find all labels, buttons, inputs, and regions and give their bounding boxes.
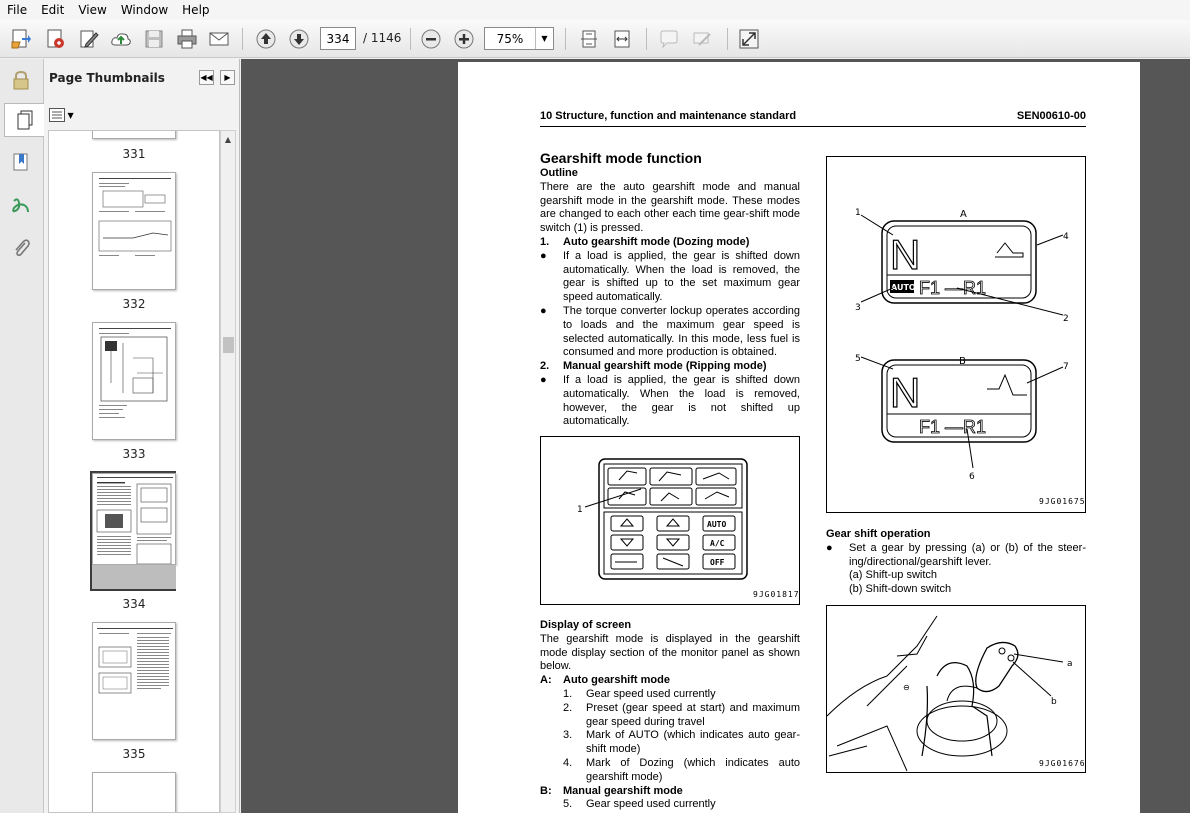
ac-key-label: A/C bbox=[710, 539, 725, 548]
bullet-item: ● Set a gear by pressing (a) or (b) of the steer-ing/directional/gearshift lever. bbox=[826, 541, 1086, 568]
thumbnail-label: 333 bbox=[122, 447, 146, 461]
create-pdf-icon bbox=[44, 28, 66, 50]
paperclip-icon bbox=[10, 237, 32, 259]
upload-button[interactable] bbox=[108, 26, 134, 52]
bullet-icon: ● bbox=[540, 249, 547, 262]
menu-help[interactable]: Help bbox=[182, 3, 210, 17]
switch-panel-figure bbox=[540, 436, 800, 605]
thumbnail-page[interactable] bbox=[92, 322, 176, 440]
zoom-select[interactable] bbox=[484, 27, 554, 50]
bullet-icon: ● bbox=[540, 304, 547, 317]
screen-a-label: A bbox=[960, 209, 967, 220]
menu-bar bbox=[0, 0, 1190, 20]
thumbnails-panel bbox=[44, 59, 240, 813]
fit-page-icon bbox=[578, 28, 600, 50]
thumbnail-label: 334 bbox=[122, 597, 146, 611]
signatures-tab[interactable] bbox=[5, 189, 37, 223]
list-item-1: 1. Auto gearshift mode (Dozing mode) bbox=[540, 235, 750, 248]
mode-b-heading: B: Manual gearshift mode bbox=[540, 784, 683, 797]
bullet-item: ● The torque converter lockup operates according to loads and the maximum gear speed is selected automatically. In this mode, less fuel is consumed and more production is obtained. bbox=[540, 304, 800, 359]
mode-a-heading: A: Auto gearshift mode bbox=[540, 674, 670, 687]
zoom-input[interactable] bbox=[485, 28, 535, 49]
mode-a-list bbox=[540, 688, 800, 785]
toolbar-separator bbox=[727, 28, 728, 50]
expand-icon bbox=[738, 28, 760, 50]
panel-title: Page Thumbnails bbox=[49, 71, 165, 85]
bookmarks-tab[interactable] bbox=[5, 145, 37, 179]
arrow-up-circle-icon bbox=[255, 28, 277, 50]
plus-circle-icon bbox=[453, 28, 475, 50]
thumbnail-label: 335 bbox=[122, 747, 146, 761]
figure-code: 9JG01676 bbox=[1039, 759, 1086, 768]
figure-callout: 2 bbox=[1063, 314, 1069, 324]
signature-icon bbox=[10, 195, 32, 217]
mode-b-list bbox=[540, 798, 800, 812]
email-button[interactable] bbox=[206, 26, 232, 52]
envelope-icon bbox=[208, 28, 230, 50]
outline-text: There are the auto gearshift mode and manual gearshift mode in the gearshift mode. These modes are changed to each other each time gear-shift mode switch (1) is pressed. bbox=[540, 180, 800, 235]
save-button[interactable] bbox=[141, 26, 167, 52]
menu-file[interactable]: File bbox=[7, 3, 28, 17]
thumbnail-page-current[interactable] bbox=[92, 473, 176, 565]
auto-mark: AUTO bbox=[891, 283, 916, 292]
left-column bbox=[540, 150, 800, 429]
open-file-icon bbox=[10, 28, 32, 50]
figure-callout: 3 bbox=[855, 303, 861, 313]
bullet-icon: ● bbox=[826, 541, 833, 554]
figure-callout: 7 bbox=[1063, 362, 1069, 372]
thumbnail-page[interactable] bbox=[92, 172, 176, 290]
full-screen-button[interactable] bbox=[736, 26, 762, 52]
toolbar-separator bbox=[646, 28, 647, 50]
open-button[interactable] bbox=[8, 26, 34, 52]
lock-button[interactable] bbox=[5, 63, 37, 97]
right-column bbox=[826, 528, 1086, 597]
minus-circle-icon bbox=[420, 28, 442, 50]
thumbnail-scrollbar[interactable] bbox=[220, 130, 236, 813]
printer-icon bbox=[176, 28, 198, 50]
comment-bubble-icon bbox=[658, 28, 680, 50]
menu-edit[interactable]: Edit bbox=[41, 3, 65, 17]
bullet-item: ● If a load is applied, the gear is shifted down automatically. When the load is removed, the gear is shifted up to the set maximum gear speed automatically. bbox=[540, 249, 800, 304]
thumbnail-preview bbox=[93, 623, 176, 740]
thumbnail-label: 332 bbox=[122, 297, 146, 311]
thumbnail-page[interactable] bbox=[92, 130, 176, 139]
left-column-lower bbox=[540, 619, 800, 812]
header-rule bbox=[540, 126, 1086, 127]
figure-callout: 4 bbox=[1063, 232, 1069, 242]
document-view[interactable] bbox=[241, 59, 1190, 813]
page-header-title: 10 Structure, function and maintenance standard bbox=[540, 110, 797, 122]
cloud-upload-icon bbox=[110, 28, 132, 50]
figure-callout: a bbox=[1067, 659, 1073, 669]
display-text: The gearshift mode is displayed in the gearshift mode display section of the monitor panel as shown below. bbox=[540, 632, 800, 673]
gear-letter: N bbox=[890, 231, 921, 278]
figure-callout: 1 bbox=[855, 208, 861, 218]
attachments-tab[interactable] bbox=[5, 231, 37, 265]
comment-button[interactable] bbox=[656, 26, 682, 52]
panel-menu-button[interactable] bbox=[220, 70, 235, 85]
arrow-down-circle-icon bbox=[288, 28, 310, 50]
toolbar-separator bbox=[410, 28, 411, 50]
toolbar-separator bbox=[565, 28, 566, 50]
thumbnail-page[interactable] bbox=[92, 772, 176, 813]
shift-up-item: (a) Shift-up switch bbox=[849, 569, 938, 582]
off-key-label: OFF bbox=[710, 558, 725, 567]
thumbnail-preview bbox=[93, 474, 176, 565]
auto-key-label: AUTO bbox=[707, 520, 727, 529]
display-screen-figure bbox=[826, 156, 1086, 513]
menu-window[interactable]: Window bbox=[120, 3, 169, 17]
chevron-down-icon[interactable]: ▼ bbox=[535, 28, 553, 49]
page-number-input[interactable] bbox=[320, 27, 356, 50]
edit-button[interactable] bbox=[76, 26, 102, 52]
print-button[interactable] bbox=[174, 26, 200, 52]
scrollbar-thumb[interactable] bbox=[223, 337, 234, 353]
chevron-down-icon: ▼ bbox=[65, 110, 74, 120]
screen-b-label: B bbox=[959, 356, 966, 367]
fit-width-icon bbox=[611, 28, 633, 50]
figure-code: 9JG01675 bbox=[1039, 497, 1086, 506]
list-item: 1. Gear speed used currently bbox=[563, 687, 716, 700]
thumbnail-label: 331 bbox=[122, 147, 146, 161]
gear-range: F1 —R1 bbox=[919, 417, 987, 437]
navigation-rail bbox=[0, 59, 44, 813]
edit-pencil-icon bbox=[78, 28, 100, 50]
pages-icon bbox=[14, 109, 36, 131]
list-item: 3. Mark of AUTO (which indicates auto gear-shift mode) bbox=[563, 729, 800, 756]
section-title: Gearshift mode function bbox=[540, 150, 702, 166]
gearshift-lever-drawing bbox=[827, 606, 1085, 772]
lock-icon bbox=[10, 69, 32, 91]
create-pdf-button[interactable] bbox=[42, 26, 68, 52]
menu-view[interactable]: View bbox=[78, 3, 107, 17]
bullet-item: ● If a load is applied, the gear is shifted down automatically. When the load is removed, however, the gear is not shifted up automatically. bbox=[540, 373, 800, 428]
next-page-button[interactable] bbox=[286, 26, 312, 52]
options-list-icon bbox=[49, 108, 65, 122]
double-chevron-left-icon: ◀◀ bbox=[200, 73, 213, 82]
page-thumbnails-tab[interactable] bbox=[4, 103, 45, 137]
gear-operation-heading: Gear shift operation bbox=[826, 528, 931, 540]
gearshift-lever-figure bbox=[826, 605, 1086, 773]
list-item: 2. Preset (gear speed at start) and maximum gear speed during travel bbox=[563, 701, 800, 728]
collapse-panel-button[interactable] bbox=[199, 70, 214, 85]
display-heading: Display of screen bbox=[540, 619, 632, 631]
save-disk-icon bbox=[143, 28, 165, 50]
figure-callout: 1 bbox=[577, 505, 583, 515]
zoom-in-button[interactable] bbox=[451, 26, 477, 52]
list-item: 5. Gear speed used currently bbox=[563, 798, 716, 811]
figure-code: 9JG01817 bbox=[753, 590, 800, 599]
thumbnail-options-button[interactable] bbox=[49, 106, 77, 124]
gear-letter: N bbox=[890, 369, 921, 416]
display-screen-drawing bbox=[827, 157, 1085, 512]
shift-down-item: (b) Shift-down switch bbox=[849, 583, 952, 596]
toolbar bbox=[0, 20, 1190, 58]
list-item: 4. Mark of Dozing (which indicates auto gearshift mode) bbox=[563, 756, 800, 783]
pdf-page bbox=[458, 62, 1140, 813]
page-header-code: SEN00610-00 bbox=[1016, 110, 1086, 122]
scroll-up-icon[interactable]: ▲ bbox=[224, 134, 232, 144]
sign-button[interactable] bbox=[689, 26, 715, 52]
bullet-icon: ● bbox=[540, 373, 547, 386]
figure-callout: 6 bbox=[969, 472, 975, 482]
thumbnail-visible-area bbox=[92, 565, 176, 589]
fit-width-button[interactable] bbox=[609, 26, 635, 52]
thumbnail-preview bbox=[93, 323, 176, 440]
gear-range: F1 —R1 bbox=[919, 278, 987, 298]
outline-heading: Outline bbox=[540, 167, 578, 179]
zoom-out-button[interactable] bbox=[418, 26, 444, 52]
chevron-right-icon: ▶ bbox=[224, 73, 231, 82]
page-total: / 1146 bbox=[363, 31, 402, 45]
thumbnail-list[interactable] bbox=[48, 130, 220, 813]
thumbnail-page[interactable] bbox=[92, 622, 176, 740]
svg-text:⊖: ⊖ bbox=[903, 683, 910, 692]
list-item-2: 2. Manual gearshift mode (Ripping mode) bbox=[540, 360, 767, 373]
toolbar-separator bbox=[242, 28, 243, 50]
fit-page-button[interactable] bbox=[576, 26, 602, 52]
figure-callout: b bbox=[1051, 697, 1057, 707]
switch-panel-drawing bbox=[541, 437, 799, 604]
previous-page-button[interactable] bbox=[253, 26, 279, 52]
sign-pen-icon bbox=[691, 28, 713, 50]
panel-splitter-handle[interactable] bbox=[240, 59, 245, 813]
bookmark-icon bbox=[10, 151, 32, 173]
figure-callout: 5 bbox=[855, 354, 861, 364]
thumbnail-preview bbox=[93, 173, 176, 290]
